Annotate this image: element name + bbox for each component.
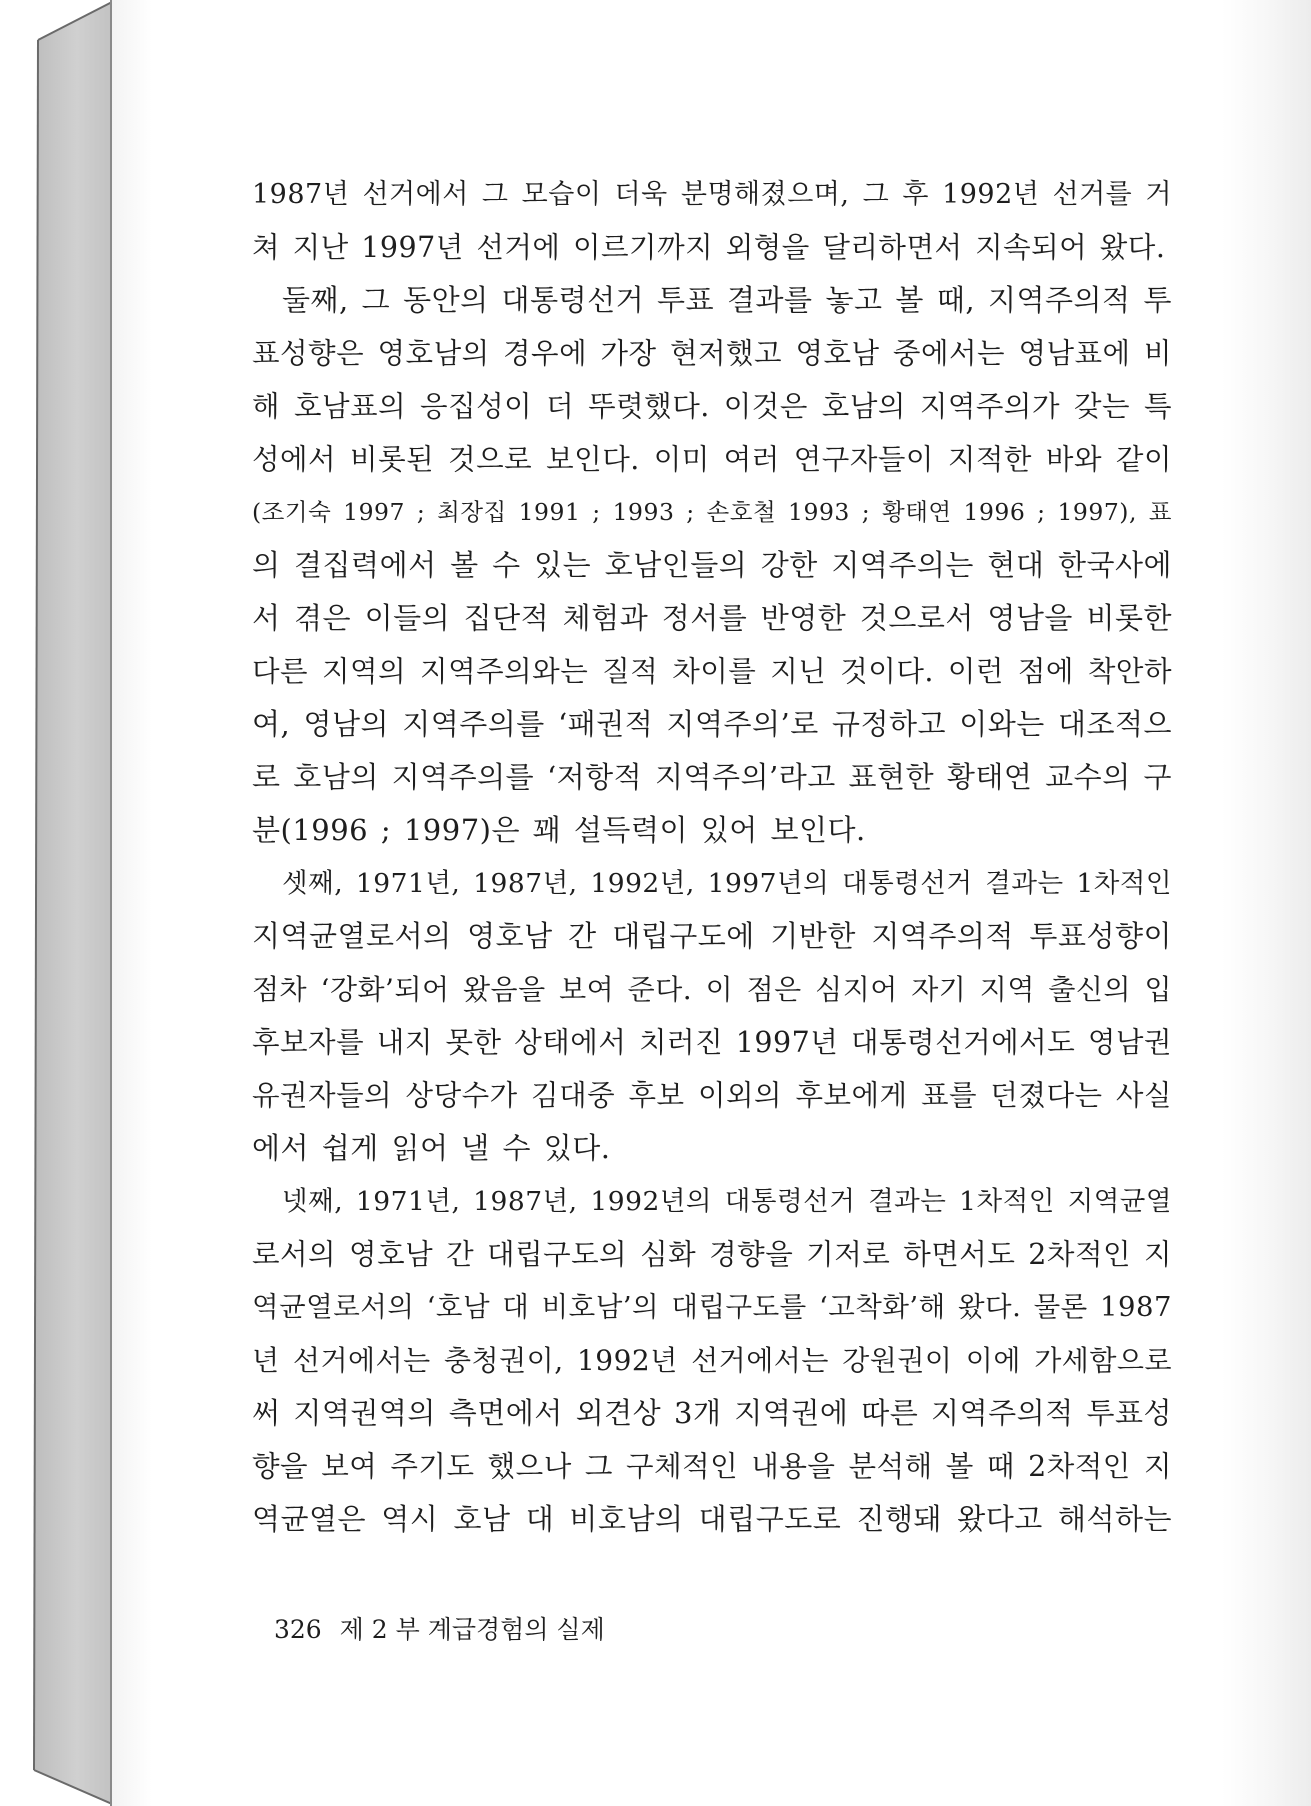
text-line: 로서의 영호남 간 대립구도의 심화 경향을 기저로 하면서도 2차적인 지 [252, 1238, 1172, 1271]
text-line: 유권자들의 상당수가 김대중 후보 이외의 후보에게 표를 던졌다는 사실 [252, 1079, 1172, 1112]
text-line: 1987년 선거에서 그 모습이 더욱 분명해졌으며, 그 후 1992년 선거를 거 [252, 179, 1172, 210]
text-line: 의 결집력에서 볼 수 있는 호남인들의 강한 지역주의는 현대 한국사에 [252, 548, 1172, 582]
paragraph [252, 168, 1172, 274]
text-line: 역균열은 역시 호남 대 비호남의 대립구도로 진행돼 왔다고 해석하는 [252, 1502, 1172, 1536]
text-line: 해 호남표의 응집성이 더 뚜렷했다. 이것은 호남의 지역주의가 갖는 특 [252, 390, 1172, 423]
text-line: 에서 쉽게 읽어 낼 수 있다. [252, 1131, 611, 1165]
page-number: 326 [274, 1615, 322, 1644]
body-text [252, 168, 1172, 1546]
book-page [112, 0, 1311, 1806]
paragraph [252, 857, 1172, 1175]
text-line: 표성향은 영호남의 경우에 가장 현저했고 영호남 중에서는 영남표에 비 [252, 337, 1172, 370]
text-line: 둘째, 그 동안의 대통령선거 투표 결과를 놓고 볼 때, 지역주의적 투 [282, 283, 1172, 317]
text-line: (조기숙 1997 ; 최장집 1991 ; 1993 ; 손호철 1993 ; 황태연 1996 ; 1997), 표 [252, 498, 1172, 526]
text-line: 향을 보여 주기도 했으나 그 구체적인 내용을 분석해 볼 때 2차적인 지 [252, 1450, 1172, 1483]
text-line: 지역균열로서의 영호남 간 대립구도에 기반한 지역주의적 투표성향이 [252, 919, 1172, 953]
text-line: 여, 영남의 지역주의를 ‘패권적 지역주의’로 규정하고 이와는 대조적으 [252, 707, 1172, 741]
text-line: 분(1996 ; 1997)은 꽤 설득력이 있어 보인다. [252, 813, 866, 847]
paragraph [252, 274, 1172, 857]
paragraph [252, 1175, 1172, 1546]
text-line: 후보자를 내지 못한 상태에서 치러진 1997년 대통령선거에서도 영남권 [252, 1026, 1172, 1059]
text-line: 넷째, 1971년, 1987년, 1992년의 대통령선거 결과는 1차적인 지역균열 [282, 1186, 1172, 1217]
text-line: 서 겪은 이들의 집단적 체험과 정서를 반영한 것으로서 영남을 비롯한 [252, 601, 1172, 635]
text-line: 다른 지역의 지역주의와는 질적 차이를 지닌 것이다. 이런 점에 착안하 [252, 655, 1172, 688]
text-line: 써 지역권역의 측면에서 외견상 3개 지역권에 따른 지역주의적 투표성 [252, 1396, 1172, 1430]
text-line: 년 선거에서는 충청권이, 1992년 선거에서는 강원권이 이에 가세함으로 [252, 1344, 1172, 1377]
running-head: 제 2 부 계급경험의 실제 [339, 1615, 605, 1644]
text-line: 로 호남의 지역주의를 ‘저항적 지역주의’라고 표현한 황태연 교수의 구 [252, 760, 1172, 794]
page-footer [274, 1610, 605, 1646]
text-line: 쳐 지난 1997년 선거에 이르기까지 외형을 달리하면서 지속되어 왔다. [252, 231, 1166, 264]
text-line: 성에서 비롯된 것으로 보인다. 이미 여러 연구자들이 지적한 바와 같이 [252, 443, 1172, 476]
book-spine [0, 0, 112, 1806]
text-line: 역균열로서의 ‘호남 대 비호남’의 대립구도를 ‘고착화’해 왔다. 물론 1987 [252, 1291, 1172, 1323]
text-line: 셋째, 1971년, 1987년, 1992년, 1997년의 대통령선거 결과는 1차적인 [282, 868, 1172, 899]
text-line: 점차 ‘강화’되어 왔음을 보여 준다. 이 점은 심지어 자기 지역 출신의 입 [252, 973, 1172, 1006]
